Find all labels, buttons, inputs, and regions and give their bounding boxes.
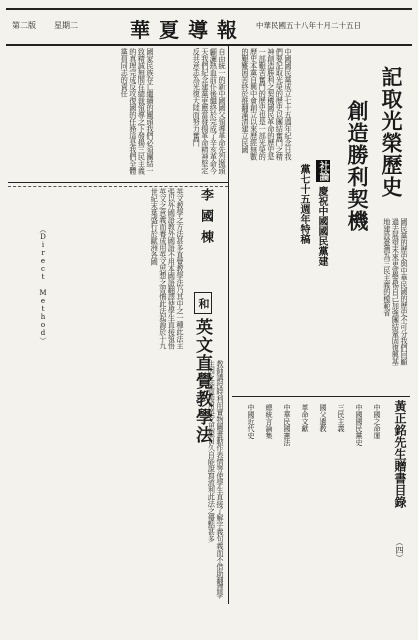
feature-body-2: 教師講授時利用實物圖畫動作表情等使學生直接了解字義句義而不借助翻譯學生因之能直接用英文思想日久自能說寫流利此法之優點甚多 bbox=[207, 360, 225, 598]
feature-method-label: （Direct Method） bbox=[39, 226, 47, 344]
feature-section-mark: 和 bbox=[194, 292, 212, 314]
book-list bbox=[236, 400, 386, 610]
book-list-suffix: （四） bbox=[395, 538, 404, 562]
book-item: 中國近代史 bbox=[247, 404, 255, 439]
feature-body-1: 英文教學之方法甚多直覺教學法乃其中之一種此法主張以外國語教外國語不用本國語翻譯使學生直接領悟英文之意義而養成用英文思想之習慣此法起源於十九世紀末葉盛行於歐洲各國 bbox=[150, 188, 185, 349]
article-column-top-3: 國家民族存亡繼續的關頭我們必須團結一致精誠無間在總裁領導之下發揚三民主義的真理完成反攻復國的任務這是我們全體黨員同志的責任 bbox=[120, 48, 155, 174]
lead-title-line2: 創造勝利契機 bbox=[345, 100, 370, 232]
book-item: 革命文獻 bbox=[301, 404, 309, 432]
masthead-title: 華夏導報 bbox=[130, 18, 246, 42]
article-column-top-2: 自由統一的新中國國父領導革命先烈拋頭顱灑熱血前仆後繼終於完成了辛亥革命今天我們紀念建黨更應當發揚革命精神堅定反共意志為光復大陸而努力奮鬥 bbox=[192, 48, 227, 174]
editorial-tag: 社論 bbox=[317, 161, 328, 181]
book-item: 中國之命運 bbox=[373, 404, 381, 439]
book-item: 三民主義 bbox=[337, 404, 345, 432]
feature-author: 李國棟 bbox=[198, 188, 213, 251]
column-divider bbox=[228, 44, 229, 604]
issue-day: 星期二 bbox=[54, 21, 78, 30]
book-item: 總統言論集 bbox=[265, 404, 273, 439]
lead-subtitle-line1: 慶祝中國國民黨建 bbox=[316, 186, 327, 266]
book-item: 中國國民黨史 bbox=[355, 404, 363, 446]
book-item: 國父遺教 bbox=[319, 404, 327, 432]
article-column-top-1: 中國國民黨成立七十五週年紀念日我們要記取光榮的歷史以團結奮鬥之精神創造勝利之契機國民革命的歷史是一部艱苦奮鬥的歷史也是一部光榮的歷史本黨自興中會創立以來歷經無數的艱難困苦終於推翻滿清建立民國 bbox=[241, 48, 293, 160]
lead-subtitle-line2: 黨七十五週年特稿 bbox=[298, 164, 309, 244]
book-item: 中華民國憲法 bbox=[283, 404, 291, 446]
book-list-divider bbox=[232, 396, 410, 397]
book-list-title: 黃正銘先生贈書目錄 bbox=[393, 400, 407, 508]
date-line: 中華民國五十八年十月二十五日 bbox=[256, 21, 361, 30]
feature-title: 英文直覺教學法 bbox=[192, 318, 212, 444]
article-column-mid-right: 國民黨的歷史與中華民國的歷史不可分我們回顧過去展望未來更當警惕自己加強團結鞏固復興基地建設臺灣為三民主義的模範省 bbox=[382, 218, 409, 365]
lead-title-line1: 記取光榮歷史 bbox=[379, 66, 404, 198]
page-number: 第二版 bbox=[12, 21, 36, 30]
section-divider bbox=[8, 182, 228, 183]
feature-top-border bbox=[8, 186, 228, 187]
